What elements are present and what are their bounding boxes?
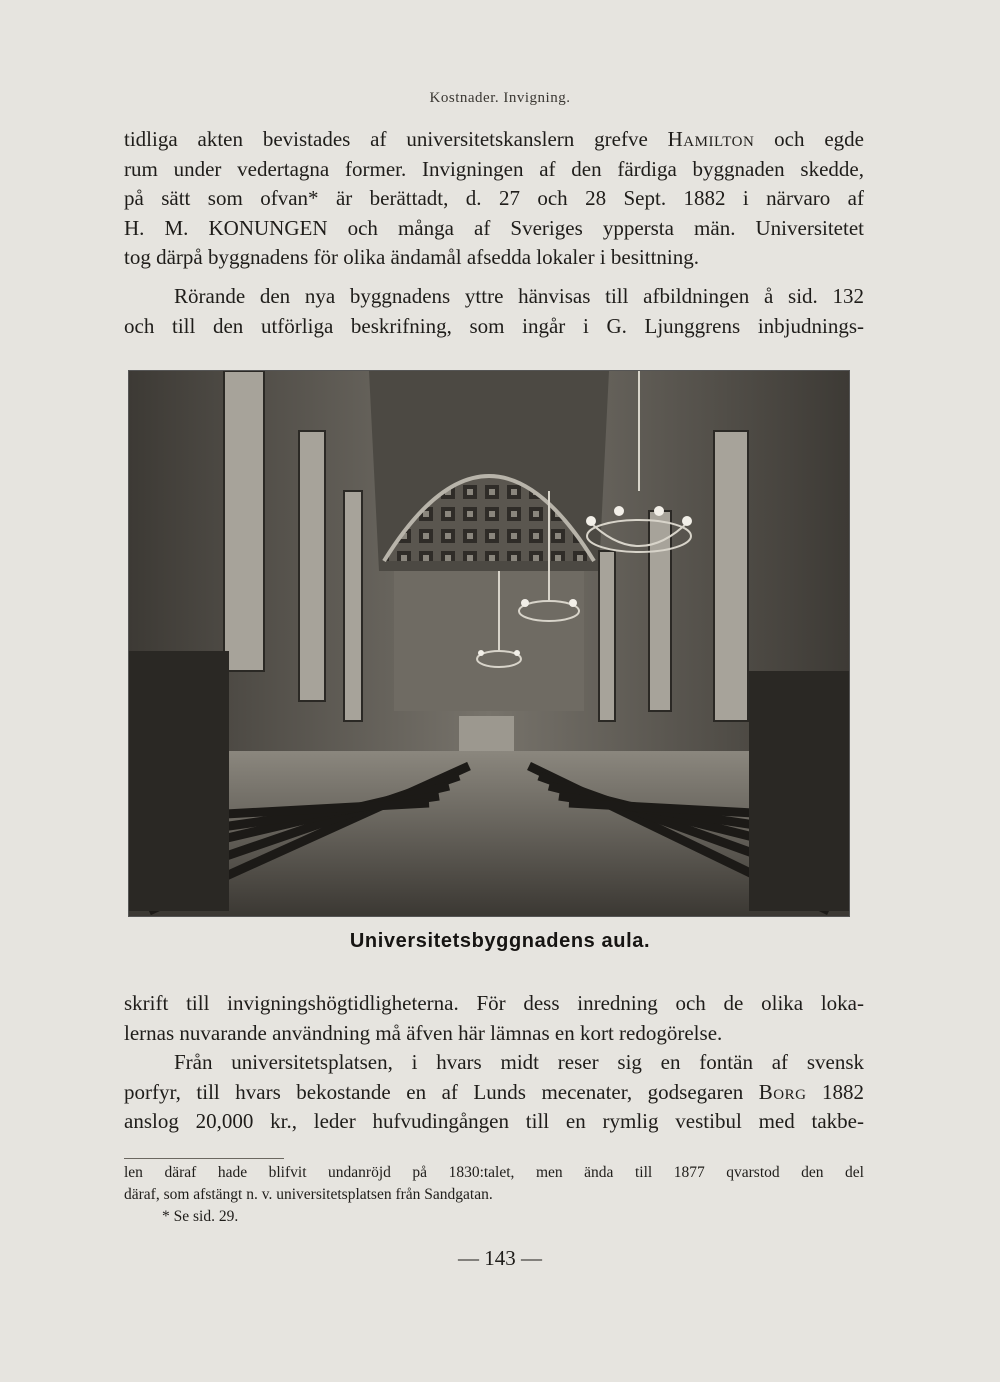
text-line: anslog 20,000 kr., leder hufvudingången till en rymlig vestibul med takbe- [124,1109,864,1133]
text-line: porfyr, till hvars bekostande en af Lunds mecenater, godsegaren Borg 1882 [124,1079,865,1104]
aula-illustration [129,371,849,916]
text-line: Från universitetsplatsen, i hvars midt reser sig en fontän af svensk [174,1050,864,1074]
footnote [124,1162,864,1228]
text-line: tidliga akten bevistades af universitetskanslern grefve Hamilton och egde [124,127,864,151]
text-line: på sätt som ofvan* är berättadt, d. 27 och 28 Sept. 1882 i närvaro af [124,186,864,210]
paragraph-invitation [124,989,864,1048]
footnote-line: * Se sid. 29. [162,1208,239,1225]
text-line: Rörande den nya byggnadens yttre hänvisas till afbildningen å sid. 132 [174,284,864,308]
footnote-line: len däraf hade blifvit undanröjd på 1830:talet, men ända till 1877 qvarstod den del [124,1164,864,1181]
figure-caption: Universitetsbyggnadens aula. [349,930,651,952]
text-line: rum under vedertagna former. Invigningen af den färdiga byggnaden skedde, [124,156,864,181]
paragraph-exterior [124,282,864,341]
aula-photograph [128,370,850,917]
running-head: Kostnader. Invigning. [429,90,571,106]
name-borg: Borg [758,1079,807,1104]
page-number: — 143 — [458,1246,542,1270]
footnote-rule [124,1158,284,1159]
text-line: och till den utförliga beskrifning, som ingår i G. Ljunggrens inbjudnings- [124,313,864,338]
text-line: tog därpå byggnadens för olika ändamål afsedda lokaler i besittning. [124,245,699,269]
paragraph-entrance [124,1048,864,1137]
paragraph-ceremony [124,125,864,273]
text-line: lernas nuvarande användning må äfven här lämnas en kort redogörelse. [124,1020,723,1045]
footnote-line: däraf, som afstängt n. v. universitetsplatsen från Sandgatan. [124,1186,493,1203]
name-hamilton: Hamilton [667,127,755,151]
text-line: H. M. KONUNGEN och många af Sveriges yppersta män. Universitetet [124,215,864,240]
text-line: skrift till invigningshögtidligheterna. För dess inredning och de olika loka- [124,991,864,1015]
